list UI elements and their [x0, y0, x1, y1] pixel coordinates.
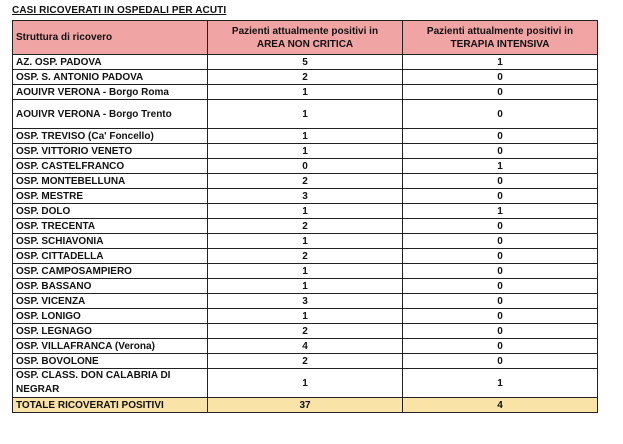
header-structure: Struttura di ricovero — [13, 21, 208, 55]
header-icu-line1: Pazienti attualmente positivi in — [426, 25, 574, 37]
non-critical-count-cell: 3 — [208, 189, 403, 204]
non-critical-count-cell: 2 — [208, 354, 403, 369]
hospital-name-cell: OSP. S. ANTONIO PADOVA — [13, 70, 208, 85]
table-row — [13, 249, 598, 264]
table-row — [13, 264, 598, 279]
non-critical-count-cell: 1 — [208, 129, 403, 144]
table-row — [13, 219, 598, 234]
hospital-name-cell: AOUIVR VERONA - Borgo Roma — [13, 85, 208, 100]
table-row — [13, 144, 598, 159]
table-row — [13, 234, 598, 249]
intensive-care-count-cell: 0 — [403, 324, 598, 339]
intensive-care-count-cell: 0 — [403, 234, 598, 249]
intensive-care-count-cell: 0 — [403, 144, 598, 159]
hospital-name-cell: OSP. CASTELFRANCO — [13, 159, 208, 174]
non-critical-count-cell: 2 — [208, 249, 403, 264]
hospital-name-cell: OSP. TRECENTA — [13, 219, 208, 234]
intensive-care-count-cell: 1 — [403, 55, 598, 70]
non-critical-count-cell: 1 — [208, 309, 403, 324]
table-body — [13, 55, 598, 398]
hospital-name-cell: OSP. VILLAFRANCA (Verona) — [13, 339, 208, 354]
table-row — [13, 55, 598, 70]
table-row — [13, 70, 598, 85]
intensive-care-count-cell: 0 — [403, 129, 598, 144]
table-row — [13, 174, 598, 189]
intensive-care-count-cell: 0 — [403, 309, 598, 324]
hospital-name-cell: OSP. CAMPOSAMPIERO — [13, 264, 208, 279]
hospital-name-cell: OSP. VICENZA — [13, 294, 208, 309]
intensive-care-count-cell: 0 — [403, 219, 598, 234]
header-non-critical-line1: Pazienti attualmente positivi in — [231, 25, 379, 37]
non-critical-count-cell: 1 — [208, 264, 403, 279]
intensive-care-count-cell: 0 — [403, 189, 598, 204]
table-row — [13, 159, 598, 174]
table-row — [13, 309, 598, 324]
table-row — [13, 294, 598, 309]
table-row — [13, 339, 598, 354]
hospital-name-cell: OSP. CLASS. DON CALABRIA DI NEGRAR — [13, 369, 208, 398]
intensive-care-count-cell: 0 — [403, 264, 598, 279]
hospital-name-cell: OSP. MONTEBELLUNA — [13, 174, 208, 189]
totals-intensive-care: 4 — [403, 398, 598, 413]
intensive-care-count-cell: 0 — [403, 354, 598, 369]
non-critical-count-cell: 1 — [208, 369, 403, 398]
table-row — [13, 189, 598, 204]
intensive-care-count-cell: 1 — [403, 159, 598, 174]
intensive-care-count-cell: 1 — [403, 369, 598, 398]
header-intensive-care — [403, 21, 598, 55]
hospital-name-cell: OSP. SCHIAVONIA — [13, 234, 208, 249]
non-critical-count-cell: 1 — [208, 100, 403, 129]
totals-row — [13, 398, 598, 413]
intensive-care-count-cell: 0 — [403, 249, 598, 264]
intensive-care-count-cell: 1 — [403, 204, 598, 219]
header-icu-line2: TERAPIA INTENSIVA — [450, 38, 550, 50]
non-critical-count-cell: 4 — [208, 339, 403, 354]
table-row — [13, 279, 598, 294]
hospital-name-cell: OSP. BOVOLONE — [13, 354, 208, 369]
non-critical-count-cell: 1 — [208, 204, 403, 219]
hospital-name-cell: OSP. BASSANO — [13, 279, 208, 294]
hospital-name-cell: OSP. VITTORIO VENETO — [13, 144, 208, 159]
hospital-name-cell: OSP. TREVISO (Ca' Foncello) — [13, 129, 208, 144]
hospital-name-cell: OSP. DOLO — [13, 204, 208, 219]
intensive-care-count-cell: 0 — [403, 339, 598, 354]
non-critical-count-cell: 1 — [208, 85, 403, 100]
hospital-cases-table — [12, 20, 598, 413]
table-row — [13, 100, 598, 129]
table-header-row — [13, 21, 598, 55]
non-critical-count-cell: 3 — [208, 294, 403, 309]
hospital-name-cell: OSP. LEGNAGO — [13, 324, 208, 339]
non-critical-count-cell: 5 — [208, 55, 403, 70]
totals-label: TOTALE RICOVERATI POSITIVI — [13, 398, 208, 413]
table-row — [13, 85, 598, 100]
hospital-name-cell: OSP. LONIGO — [13, 309, 208, 324]
hospital-name-cell: OSP. CITTADELLA — [13, 249, 208, 264]
intensive-care-count-cell: 0 — [403, 100, 598, 129]
header-non-critical-area — [208, 21, 403, 55]
non-critical-count-cell: 1 — [208, 234, 403, 249]
table-row — [13, 324, 598, 339]
table-row — [13, 204, 598, 219]
table-row — [13, 369, 598, 398]
non-critical-count-cell: 1 — [208, 144, 403, 159]
intensive-care-count-cell: 0 — [403, 70, 598, 85]
intensive-care-count-cell: 0 — [403, 174, 598, 189]
non-critical-count-cell: 2 — [208, 70, 403, 85]
non-critical-count-cell: 2 — [208, 219, 403, 234]
non-critical-count-cell: 1 — [208, 279, 403, 294]
table-row — [13, 129, 598, 144]
hospital-name-cell: AZ. OSP. PADOVA — [13, 55, 208, 70]
intensive-care-count-cell: 0 — [403, 294, 598, 309]
hospital-name-cell: AOUIVR VERONA - Borgo Trento — [13, 100, 208, 129]
table-row — [13, 354, 598, 369]
intensive-care-count-cell: 0 — [403, 279, 598, 294]
non-critical-count-cell: 2 — [208, 324, 403, 339]
totals-non-critical: 37 — [208, 398, 403, 413]
table-caption: CASI RICOVERATI IN OSPEDALI PER ACUTI — [12, 5, 227, 16]
non-critical-count-cell: 0 — [208, 159, 403, 174]
intensive-care-count-cell: 0 — [403, 85, 598, 100]
hospital-name-cell: OSP. MESTRE — [13, 189, 208, 204]
non-critical-count-cell: 2 — [208, 174, 403, 189]
header-non-critical-line2: AREA NON CRITICA — [256, 38, 354, 50]
